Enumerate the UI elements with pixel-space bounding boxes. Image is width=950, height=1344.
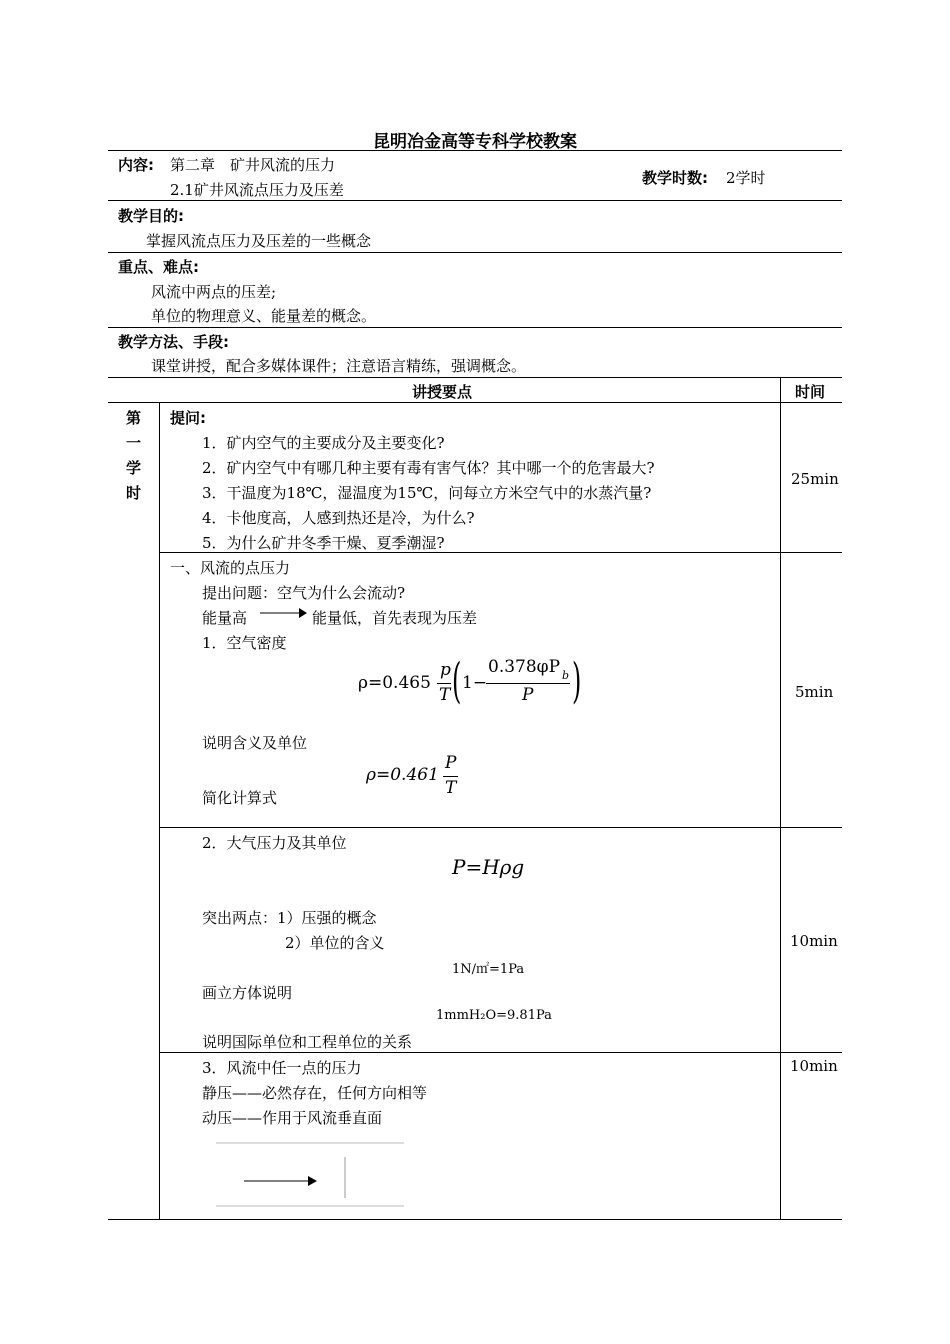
hours-value: 2学时 (726, 169, 766, 187)
row-heading: 一、风流的点压力 (170, 559, 291, 577)
divider (108, 200, 842, 201)
row-divider (159, 1052, 842, 1053)
methods-label: 教学方法、手段: (118, 333, 229, 351)
period-char: 第 (126, 409, 142, 427)
table-header-border (108, 402, 842, 403)
keypoints-label: 重点、难点: (118, 258, 199, 276)
period-column-divider (159, 402, 160, 1219)
row-time: 25min (791, 470, 839, 488)
row-divider (159, 552, 842, 553)
table-header-time: 时间 (795, 383, 826, 401)
divider (108, 150, 842, 151)
formula-lhs: ρ=0.465 (358, 673, 431, 693)
unit-equation: 1mmH₂O=9.81Pa (436, 1008, 552, 1023)
emphasis-line: 2）单位的含义 (285, 934, 385, 952)
content-label: 内容: (118, 156, 154, 174)
goals-text: 掌握风流点压力及压差的一些概念 (146, 232, 372, 250)
formula-frac-num: 0.378φP (488, 657, 561, 677)
column-divider (780, 552, 781, 1219)
page-title: 昆明冶金高等专科学校教案 (373, 132, 577, 152)
relation-text: 说明国际单位和工程单位的关系 (202, 1033, 413, 1051)
meaning-text: 说明含义及单位 (202, 734, 308, 752)
formula-sub-b: b (562, 669, 570, 682)
goals-label: 教学目的: (118, 207, 184, 225)
methods-text: 课堂讲授，配合多媒体课件；注意语言精练，强调概念。 (151, 357, 527, 375)
row-divider (159, 827, 842, 828)
fraction-bar (437, 683, 451, 684)
formula-num: P (445, 753, 457, 773)
period-char: 一 (126, 434, 142, 452)
formula-one-minus: 1− (462, 673, 488, 693)
formula-frac-den: P (522, 685, 534, 705)
density-heading: 1．空气密度 (202, 634, 287, 652)
simplified-label: 简化计算式 (202, 789, 278, 807)
row-time: 10min (790, 932, 838, 950)
simplified-formula (366, 753, 476, 803)
dynamic-pressure-text: 动压——作用于风流垂直面 (202, 1109, 383, 1127)
chapter-text: 第二章 矿井风流的压力 (170, 156, 336, 174)
density-formula (358, 655, 588, 711)
question-item: 4．卡他度高，人感到热还是冷，为什么? (202, 509, 475, 527)
table-header-main: 讲授要点 (412, 383, 473, 401)
formula-t: T (439, 685, 451, 705)
row-heading: 提问: (170, 409, 206, 427)
keypoint-line: 风流中两点的压差; (151, 283, 277, 301)
cube-text: 画立方体说明 (202, 984, 293, 1002)
airflow-diagram (214, 1140, 406, 1210)
energy-high-text: 能量高 (202, 609, 248, 627)
arrow-icon (258, 606, 308, 620)
question-item: 3．干温度为18℃，湿温度为15℃，问每立方米空气中的水蒸汽量? (202, 484, 652, 502)
keypoint-line: 单位的物理意义、能量差的概念。 (151, 307, 377, 325)
period-char: 时 (126, 484, 142, 502)
question-text: 提出问题：空气为什么会流动? (202, 584, 406, 602)
row-time: 5min (795, 683, 834, 701)
section-text: 2.1矿井风流点压力及压差 (170, 181, 344, 199)
row-heading: 2．大气压力及其单位 (202, 834, 347, 852)
divider (108, 327, 842, 328)
column-divider (780, 377, 781, 553)
period-char: 学 (126, 459, 142, 477)
question-item: 1．矿内空气的主要成分及主要变化? (202, 434, 445, 452)
static-pressure-text: 静压——必然存在，任何方向相等 (202, 1084, 428, 1102)
hours-label: 教学时数: (642, 169, 708, 187)
row-time: 10min (790, 1057, 838, 1075)
fraction-bar (443, 776, 458, 777)
formula-lhs: ρ=0.461 (366, 765, 439, 785)
pressure-formula: P=Hρg (452, 855, 525, 879)
divider (108, 252, 842, 253)
formula-p: p (440, 660, 451, 680)
unit-equation: 1N/㎡=1Pa (452, 962, 525, 977)
table-top-border (108, 377, 842, 378)
left-paren: ( (452, 653, 462, 709)
energy-low-text: 能量低，首先表现为压差 (312, 609, 478, 627)
right-paren: ) (572, 653, 582, 709)
row-heading: 3．风流中任一点的压力 (202, 1059, 362, 1077)
question-item: 5．为什么矿井冬季干燥、夏季潮湿? (202, 534, 445, 552)
emphasis-line: 突出两点：1）压强的概念 (202, 909, 377, 927)
question-item: 2．矿内空气中有哪几种主要有毒有害气体？其中哪一个的危害最大? (202, 459, 655, 477)
fraction-bar (486, 683, 570, 684)
table-bottom-border (108, 1219, 842, 1220)
formula-den: T (445, 778, 457, 798)
